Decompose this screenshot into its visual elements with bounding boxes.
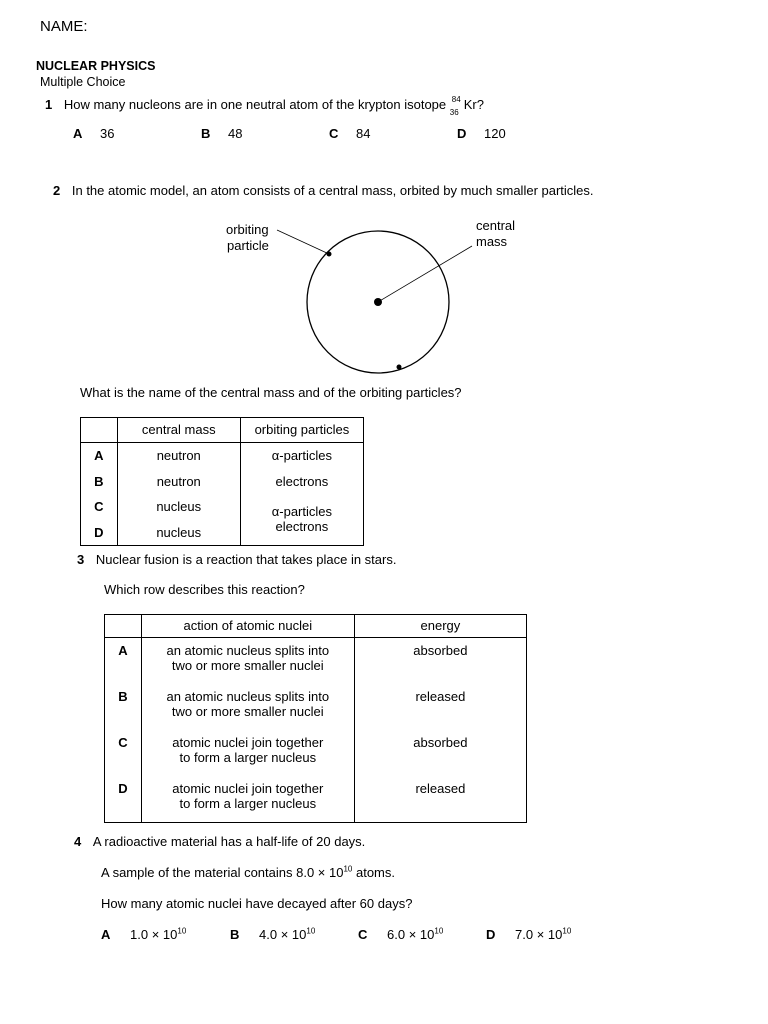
section-subtitle: Multiple Choice [40,75,126,89]
question-4 [74,834,365,849]
table-row[interactable] [105,730,527,776]
isotope-mass-number: 84 [451,95,461,104]
q4-option-d[interactable] [486,927,571,942]
row-letter: A [81,443,118,469]
action-line-2: to form a larger nucleus [179,750,317,765]
question-2-prompt: What is the name of the central mass and of the orbiting particles? [80,385,462,400]
sample-unit: atoms. [352,865,395,880]
row-letter: A [105,638,142,685]
q4-option-mantissa: 4.0 × 10 [259,927,307,942]
question-3-prompt: Which row describes this reaction? [104,582,305,597]
question-3-number: 3 [77,552,85,567]
q2-answer-table [80,417,364,546]
q1-option-value: 120 [484,126,506,141]
table-row[interactable] [81,443,364,469]
central-mass-cell: nucleus [117,520,240,546]
table-row[interactable] [81,494,364,520]
sample-exponent: 10 [343,864,353,874]
q1-option-letter: D [457,126,467,141]
label-orbiting-line-1: orbiting [226,222,269,237]
q4-option-letter: C [358,927,368,942]
energy-cell: released [415,781,466,796]
table-header-cell [81,418,118,443]
q4-option-mantissa: 7.0 × 10 [515,927,563,942]
question-3 [77,552,396,567]
row-letter: D [105,776,142,823]
question-3-text: Nuclear fusion is a reaction that takes place in stars. [95,552,397,567]
orbiting-particle-pointer [277,230,329,254]
question-1-number: 1 [45,97,53,112]
question-4-prompt: How many atomic nuclei have decayed after 60 days? [101,896,413,911]
action-line-1: atomic nuclei join together [172,781,324,796]
isotope-symbol: Kr? [463,97,484,112]
action-line-2: to form a larger nucleus [179,796,317,811]
label-central-line-1: central [476,218,516,233]
row-letter: D [81,520,118,546]
action-cell [141,684,354,730]
central-mass-cell: nucleus [117,494,240,520]
q4-option-b[interactable] [230,927,315,942]
q4-option-exponent: 10 [177,926,187,936]
row-letter: B [81,469,118,495]
q1-option-letter: A [73,126,83,141]
action-line-1: atomic nuclei join together [172,735,324,750]
table-header-cell: orbiting particles [240,418,363,443]
question-4-sample [101,865,395,880]
orbiting-particles-cell: α-particles [271,503,333,519]
energy-cell: absorbed [413,735,468,750]
energy-cell: released [415,689,466,704]
question-4-text: A radioactive material has a half-life of 20 days. [92,834,366,849]
q1-option-letter: B [201,126,211,141]
energy-cell: absorbed [413,643,468,658]
action-cell [141,776,354,823]
orbiting-particles-cell: electrons [275,473,329,489]
table-header-row [81,418,364,443]
orbiting-particles-cell: α-particles [271,448,333,463]
table-row[interactable] [81,520,364,546]
q4-option-letter: A [101,927,111,942]
table-header-cell: energy [354,615,526,638]
label-orbiting-line-2: particle [227,238,269,253]
table-row[interactable] [81,469,364,495]
action-line-2: two or more smaller nuclei [171,704,324,719]
action-cell [141,638,354,685]
section-title: NUCLEAR PHYSICS [36,59,156,73]
q3-answer-table [104,614,527,823]
table-row[interactable] [105,776,527,823]
q4-option-a[interactable] [101,927,186,942]
q1-option-value: 84 [356,126,371,141]
table-row[interactable] [105,638,527,685]
q4-option-exponent: 10 [306,926,316,936]
q4-option-c[interactable] [358,927,443,942]
question-4-number: 4 [74,834,82,849]
name-label: NAME: [40,18,88,35]
sample-text: A sample of the material contains 8.0 × 10 [101,865,344,880]
isotope-atomic-number: 36 [449,108,459,117]
question-1-text: How many nucleons are in one neutral atom of the krypton isotope [63,97,447,112]
q4-option-exponent: 10 [434,926,444,936]
q1-option-value: 36 [100,126,115,141]
q4-option-letter: D [486,927,496,942]
table-header-cell: action of atomic nuclei [141,615,354,638]
label-central-line-2: mass [476,234,508,249]
row-letter: C [81,494,118,520]
central-mass-cell: neutron [117,469,240,495]
table-row[interactable] [105,684,527,730]
atom-diagram [0,0,768,400]
table-header-cell: central mass [117,418,240,443]
orbiting-particles-cell: electrons [275,518,329,534]
orbiting-particle-dot [397,365,402,370]
table-header-cell [105,615,142,638]
q4-option-letter: B [230,927,240,942]
q4-option-mantissa: 6.0 × 10 [387,927,435,942]
q4-option-exponent: 10 [562,926,572,936]
question-2-text: In the atomic model, an atom consists of a central mass, orbited by much smaller particles. [71,183,594,198]
q1-option-letter: C [329,126,339,141]
action-line-1: an atomic nucleus splits into [166,643,330,658]
row-letter: B [105,684,142,730]
table-header-row [105,615,527,638]
q1-option-value: 48 [228,126,243,141]
row-letter: C [105,730,142,776]
action-cell [141,730,354,776]
q4-option-mantissa: 1.0 × 10 [130,927,178,942]
central-mass-cell: neutron [117,443,240,469]
question-2-number: 2 [53,183,61,198]
action-line-1: an atomic nucleus splits into [166,689,330,704]
action-line-2: two or more smaller nuclei [171,658,324,673]
central-mass-pointer [378,246,472,302]
